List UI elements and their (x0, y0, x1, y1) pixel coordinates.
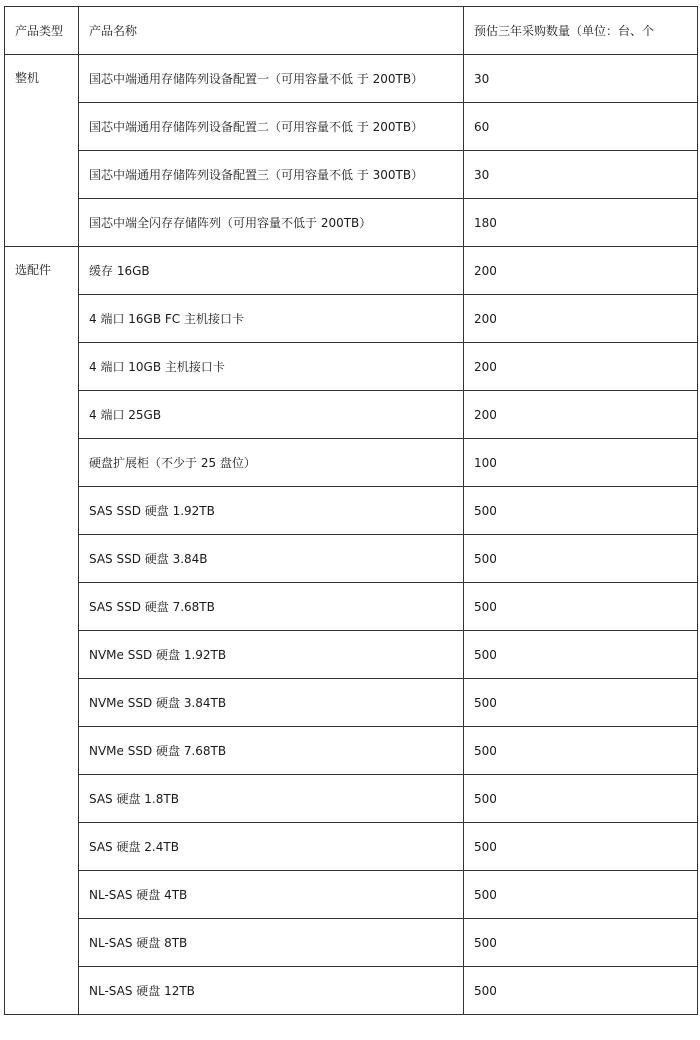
table-row (5, 343, 698, 391)
quantity-cell: 500 (464, 679, 698, 727)
table-row (5, 967, 698, 1015)
quantity-cell: 180 (464, 199, 698, 247)
quantity-cell: 500 (464, 727, 698, 775)
table-row (5, 775, 698, 823)
table-row (5, 535, 698, 583)
quantity-cell: 500 (464, 871, 698, 919)
table-row (5, 439, 698, 487)
product-name-cell: 国芯中端通用存储阵列设备配置三（可用容量不低 于 300TB） (79, 151, 464, 199)
header-quantity: 预估三年采购数量（单位：台、个 (464, 7, 698, 55)
product-name-cell: 国芯中端通用存储阵列设备配置二（可用容量不低 于 200TB） (79, 103, 464, 151)
product-name-cell: SAS 硬盘 2.4TB (79, 823, 464, 871)
quantity-cell: 200 (464, 295, 698, 343)
product-name-cell: 国芯中端全闪存存储阵列（可用容量不低于 200TB） (79, 199, 464, 247)
quantity-cell: 100 (464, 439, 698, 487)
product-name-cell: SAS SSD 硬盘 1.92TB (79, 487, 464, 535)
product-name-cell: NL-SAS 硬盘 8TB (79, 919, 464, 967)
table-row (5, 487, 698, 535)
product-name-cell: SAS SSD 硬盘 3.84B (79, 535, 464, 583)
quantity-cell: 500 (464, 967, 698, 1015)
table-row (5, 583, 698, 631)
product-name-cell: NVMe SSD 硬盘 7.68TB (79, 727, 464, 775)
product-name-cell: 4 端口 25GB (79, 391, 464, 439)
product-name-cell: NL-SAS 硬盘 12TB (79, 967, 464, 1015)
quantity-cell: 60 (464, 103, 698, 151)
table-row (5, 919, 698, 967)
product-name-cell: NL-SAS 硬盘 4TB (79, 871, 464, 919)
table-row (5, 199, 698, 247)
header-product-type: 产品类型 (5, 7, 79, 55)
quantity-cell: 500 (464, 823, 698, 871)
table-row (5, 151, 698, 199)
quantity-cell: 500 (464, 487, 698, 535)
quantity-cell: 30 (464, 55, 698, 103)
table-row (5, 727, 698, 775)
product-name-cell: 国芯中端通用存储阵列设备配置一（可用容量不低 于 200TB） (79, 55, 464, 103)
table-row (5, 631, 698, 679)
product-type-cell: 整机 (5, 55, 79, 247)
product-name-cell: SAS 硬盘 1.8TB (79, 775, 464, 823)
product-name-cell: 4 端口 10GB 主机接口卡 (79, 343, 464, 391)
quantity-cell: 500 (464, 919, 698, 967)
table-row (5, 871, 698, 919)
header-row (5, 7, 698, 55)
quantity-cell: 200 (464, 343, 698, 391)
product-name-cell: 硬盘扩展柜（不少于 25 盘位） (79, 439, 464, 487)
quantity-cell: 30 (464, 151, 698, 199)
table-row (5, 823, 698, 871)
table-row (5, 247, 698, 295)
table-row (5, 295, 698, 343)
quantity-cell: 200 (464, 391, 698, 439)
quantity-cell: 500 (464, 583, 698, 631)
quantity-cell: 500 (464, 631, 698, 679)
product-name-cell: 4 端口 16GB FC 主机接口卡 (79, 295, 464, 343)
product-type-cell: 选配件 (5, 247, 79, 1015)
product-name-cell: NVMe SSD 硬盘 3.84TB (79, 679, 464, 727)
table-row (5, 103, 698, 151)
quantity-cell: 500 (464, 535, 698, 583)
product-name-cell: SAS SSD 硬盘 7.68TB (79, 583, 464, 631)
table-body (5, 7, 698, 1015)
header-product-name: 产品名称 (79, 7, 464, 55)
product-name-cell: 缓存 16GB (79, 247, 464, 295)
table-row (5, 391, 698, 439)
quantity-cell: 200 (464, 247, 698, 295)
table-row (5, 679, 698, 727)
product-name-cell: NVMe SSD 硬盘 1.92TB (79, 631, 464, 679)
quantity-cell: 500 (464, 775, 698, 823)
table-row (5, 55, 698, 103)
procurement-table (4, 6, 698, 1015)
